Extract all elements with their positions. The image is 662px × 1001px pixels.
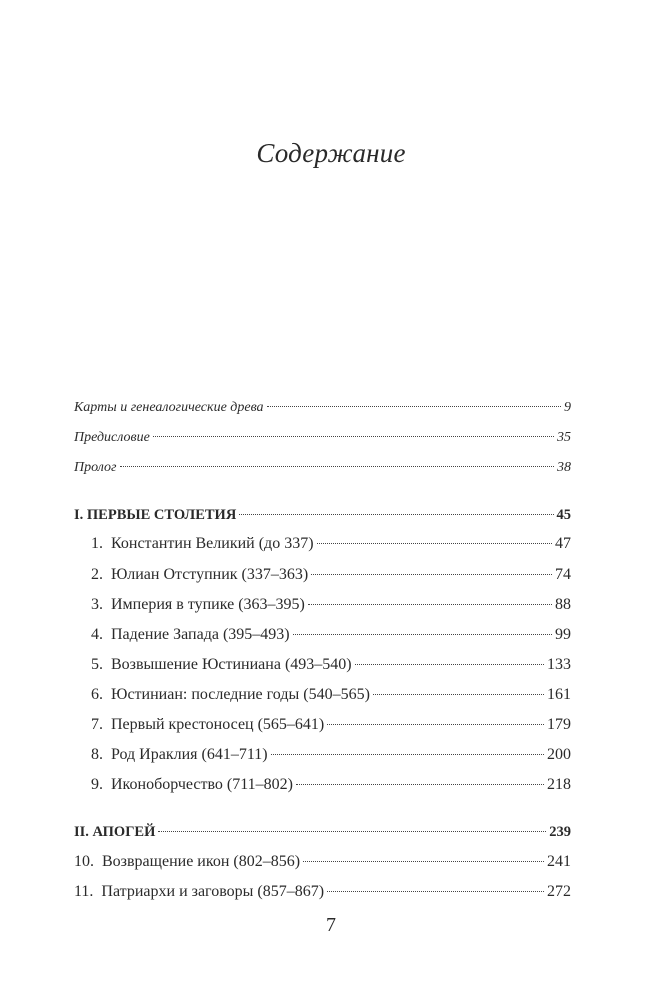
chapter-number: 11. [74, 883, 94, 900]
toc-chapter-10[interactable] [74, 852, 571, 872]
dot-leader [373, 694, 544, 695]
chapter-number: 3. [91, 596, 103, 613]
dot-leader [296, 784, 544, 785]
chapter-number: 1. [91, 535, 103, 552]
toc-chapter-6[interactable] [91, 685, 571, 705]
toc-chapter-page: 241 [547, 853, 571, 870]
toc-part-1[interactable] [74, 505, 571, 525]
toc-chapter-page: 218 [547, 776, 571, 793]
dot-leader [317, 543, 552, 544]
toc-chapter-label [91, 715, 324, 735]
toc-part-page: 239 [549, 824, 571, 840]
toc-chapter-page: 74 [555, 566, 571, 583]
chapter-number: 6. [91, 686, 103, 703]
toc-chapter-page: 161 [547, 686, 571, 703]
chapter-number: 7. [91, 716, 103, 733]
toc-chapter-label [91, 775, 293, 795]
toc-chapter-1[interactable] [91, 534, 571, 554]
toc-entry-label: Предисловие [74, 430, 150, 445]
toc-chapter-label [91, 745, 268, 765]
chapter-title: Первый крестоносец (565–641) [111, 716, 325, 733]
toc-part-2[interactable] [74, 822, 571, 842]
toc-chapter-4[interactable] [91, 625, 571, 645]
chapter-number: 2. [91, 566, 103, 583]
toc-entry-maps[interactable] [74, 398, 571, 418]
toc-chapter-label [91, 595, 305, 615]
toc-chapter-label [74, 882, 324, 902]
chapter-title: Род Ираклия (641–711) [111, 746, 268, 763]
toc-entry-preface[interactable] [74, 428, 571, 448]
toc-part-page: 45 [556, 507, 571, 523]
chapter-number: 5. [91, 656, 103, 673]
chapter-title: Возвышение Юстиниана (493–540) [111, 656, 352, 673]
toc-chapter-page: 47 [555, 535, 571, 552]
page-title: Содержание [256, 138, 406, 168]
toc-chapter-label [91, 685, 370, 705]
dot-leader [327, 891, 544, 892]
dot-leader [308, 604, 552, 605]
dot-leader [311, 574, 552, 575]
toc-chapter-9[interactable] [91, 775, 571, 795]
chapter-title: Патриархи и заговоры (857–867) [101, 883, 325, 900]
chapter-number: 10. [74, 853, 94, 870]
chapter-number: 9. [91, 776, 103, 793]
toc-part-label: II. АПОГЕЙ [74, 824, 156, 840]
dot-leader [153, 436, 554, 437]
chapter-title: Константин Великий (до 337) [111, 535, 314, 552]
chapter-title: Возвращение икон (802–856) [102, 853, 301, 870]
toc-entry-prologue[interactable] [74, 458, 571, 478]
toc-chapter-label [91, 534, 314, 554]
toc-chapter-11[interactable] [74, 882, 571, 902]
toc-chapter-label [74, 852, 300, 872]
toc-chapter-page: 272 [547, 883, 571, 900]
dot-leader [293, 634, 552, 635]
chapter-title: Империя в тупике (363–395) [111, 596, 305, 613]
toc-chapter-label [91, 565, 308, 585]
dot-leader [303, 861, 544, 862]
dot-leader [355, 664, 544, 665]
dot-leader [327, 724, 544, 725]
chapter-title: Падение Запада (395–493) [111, 626, 290, 643]
toc-chapter-5[interactable] [91, 655, 571, 675]
toc-chapter-page: 200 [547, 746, 571, 763]
toc-chapter-2[interactable] [91, 565, 571, 585]
toc-chapter-page: 99 [555, 626, 571, 643]
toc-chapter-page: 133 [547, 656, 571, 673]
toc-part-label: I. ПЕРВЫЕ СТОЛЕТИЯ [74, 507, 237, 523]
toc-chapter-label [91, 625, 290, 645]
toc-chapter-label [91, 655, 352, 675]
toc-entry-page: 38 [557, 460, 571, 475]
chapter-number: 4. [91, 626, 103, 643]
toc-entry-label: Карты и генеалогические древа [74, 400, 264, 415]
toc-entry-page: 35 [557, 430, 571, 445]
toc-entry-label: Пролог [74, 460, 117, 475]
chapter-title: Юстиниан: последние годы (540–565) [111, 686, 370, 703]
toc-chapter-3[interactable] [91, 595, 571, 615]
page-number: 7 [326, 914, 336, 936]
toc-chapter-page: 179 [547, 716, 571, 733]
dot-leader [239, 514, 553, 515]
toc-chapter-8[interactable] [91, 745, 571, 765]
toc-chapter-page: 88 [555, 596, 571, 613]
chapter-title: Юлиан Отступник (337–363) [111, 566, 309, 583]
chapter-title: Иконоборчество (711–802) [111, 776, 293, 793]
dot-leader [271, 754, 544, 755]
dot-leader [120, 466, 555, 467]
toc-chapter-7[interactable] [91, 715, 571, 735]
chapter-number: 8. [91, 746, 103, 763]
dot-leader [158, 831, 546, 832]
dot-leader [267, 406, 561, 407]
toc-entry-page: 9 [564, 400, 571, 415]
